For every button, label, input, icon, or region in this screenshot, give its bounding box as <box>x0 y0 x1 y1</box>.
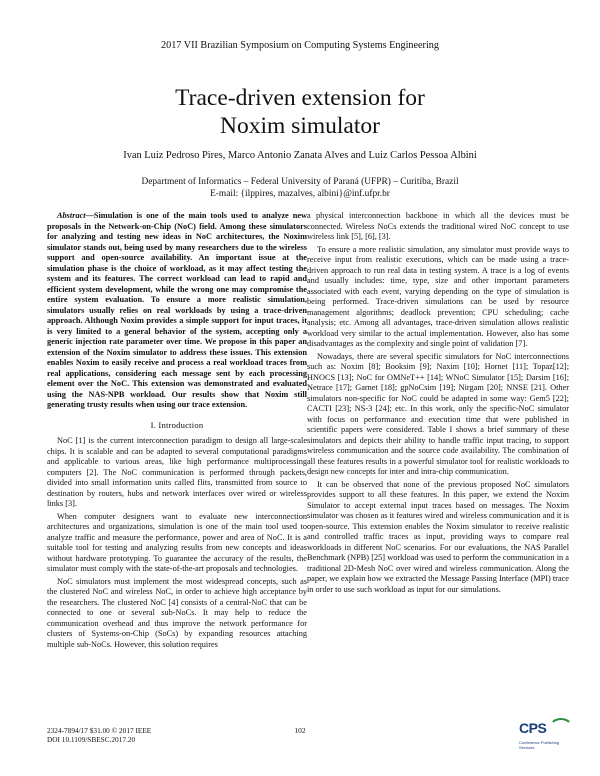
doi: DOI 10.1109/SBESC.2017.20 <box>47 735 136 744</box>
intro-paragraph-6: Nowadays, there are several specific simulators for NoC interconnections such as: Noxim [8]; Booksim [9]; Naxim [10]; Hornet [11]; Topaz[12]; HNOCS [13]; NoC for OMNeT++ [14]; WNoC Simulator [15]; Darsim [16]; Netrace [17]; Garnet [18]; gpNoCsim [19]; Nirgam [20]; NNSE [21]. Other simulators non-specific for NoC could be adapted in some way: Gem5 [22]; CACTI [23]; NS-3 [24]; etc. In this work, only the specific-NoC simulator with focus on performance and execution time that were published in scientific papers were considered. Table I shows a brief summary of these simulators and depicts their ability to handle traffic input tracing, to support wireless communication and the source code availability. The combination of all these features results in a powerful simulator tool for realistic workloads to design new concepts for inter and intra-chip communication. <box>307 351 569 476</box>
logo-subtext: Conference Publishing Services <box>519 740 560 750</box>
authors: Ivan Luiz Pedroso Pires, Marco Antonio Zanata Alves and Luiz Carlos Pessoa Albini <box>123 150 477 161</box>
intro-paragraph-7: It can be observed that none of the previous proposed NoC simulators provides support to all these features. In this paper, we extend the Noxim Simulator to accept external input traces based on messages. The Noxim simulator was chosen as it features wired and wireless communication and it is open-source. This extension enables the Noxim simulator to receive realistic and controlled traffic traces as input, providing ways to compare real workloads in different NoC scenarios. For our evaluations, the NAS Parallel Benchmark (NPB) [25] workload was used to perform the communication in a traditional 2D-Mesh NoC over wired and wireless communication. Along the paper, we explain how we extracted the Message Passing Interface (MPI) trace in order to use such workload as input for our simulations. <box>307 479 569 594</box>
email: E-mail: {ilppires, mazalves, albini}@inf.ufpr.br <box>210 189 390 199</box>
title-line-2: Noxim simulator <box>220 113 380 139</box>
conference-header: 2017 VII Brazilian Symposium on Computing Systems Engineering <box>161 40 439 51</box>
paper-title <box>0 84 600 140</box>
issn: 2324-7894/17 $31.00 © 2017 IEEE <box>47 726 152 735</box>
title-line-1: Trace-driven extension for <box>175 85 425 111</box>
page-number: 102 <box>294 726 306 735</box>
cps-logo <box>519 718 571 752</box>
right-column <box>307 211 569 597</box>
abstract <box>47 211 307 411</box>
abstract-text: —Simulation is one of the main tools used to analyze new proposals in the Network-on-Chip (NoC) field. Among these simulators for analyzing and testing new ideas in NoC architectures, the Noxim simulator stands out, being used by many researchers due to the wireless support and open-source availability. An important issue at the simulation phase is the choice of workload, as it may affect testing the system and its features. The correct workload can lead to rapid and efficient system development, while the wrong one may compromise the entire system evaluation. To ensure a more realistic simulation, simulators usually relies on real workloads by using a trace-driven approach. Although Noxim provides a simple support for input traces, it is very limited to a general behavior of the system, accepting only a generic injection rate parameter over time. We propose in this paper an extension of the Noxim simulator to address these issues. This extension enables Noxim to easily receive and process a real workload traces from real applications, considering each message sent by each processing element over the NoC. This extension was demonstrated and evaluated using the NAS-NPB workload. Our results show that Noxim still generating trusty results when using our trace extension. <box>47 211 307 409</box>
left-column <box>47 211 307 652</box>
section-heading: I. Introduction <box>150 419 204 430</box>
intro-paragraph-1: NoC [1] is the current interconnection paradigm to design all large-scale chips. It is scalable and can be adapted to several computational paradigms and applicable to various areas, like high performance multiprocessing computers [2]. The NoC communication is performed through packets, divided into small information units called flits, transmitted from source to destination by routers, hubs and network interfaces over wired or wireless links [3]. <box>47 436 307 508</box>
intro-paragraph-5: To ensure a more realistic simulation, any simulator must provide ways to receive input from realistic executions, which can be made using a trace-driven approach to run real data in testing system. A trace is a log of events and usually includes: time, type, size and other important parameters associated with each event, varying depending on the type of simulation is being performed. Trace-driven simulations can be used by resource management algorithms; deadlock prevention; CPU scheduling; cache analysis; etc. Among all advantages, trace-driven simulation allows realistic workload very similar to the actual implementation. However, also has some disadvantages as the complexity and single point of validation [7]. <box>307 244 569 348</box>
intro-paragraph-4: a physical interconnection backbone in which all the devices must be connected. Wireless NoCs extends the traditional wired NoC concept to use wireless link [5], [6], [3]. <box>307 211 569 241</box>
logo-arc-icon <box>549 718 573 738</box>
abstract-label: Abstract <box>57 211 86 220</box>
logo-text: CPS <box>519 720 547 736</box>
affiliation-block <box>0 176 600 200</box>
intro-paragraph-2: When computer designers want to evaluate new interconnection architectures and organizations, simulation is one of the main tool used to analyze traffic and measure the performance, power and area of NoC. It is a suitable tool for testing and analyzing results from new concepts and ideas without hardware prototyping. To guarantee the accuracy of the results, the simulator must comply with the state-of-the-art proposals and technologies. <box>47 511 307 573</box>
affiliation: Department of Informatics – Federal University of Paraná (UFPR) – Curitiba, Brazil <box>141 177 459 187</box>
intro-paragraph-3: NoC simulators must implement the most widespread concepts, such as the clustered NoC and wireless NoC, in order to achieve high acceptance by the researchers. The clustered NoC [4] consists of a central-NoC that can be connected to one or several sub-NoCs. It may help to reduce the communication overhead and thus improve the network performance for clusters of Systems-on-Chip (SoCs) by expanding resources attaching multiple sub-NoCs. However, this solution requires <box>47 576 307 649</box>
